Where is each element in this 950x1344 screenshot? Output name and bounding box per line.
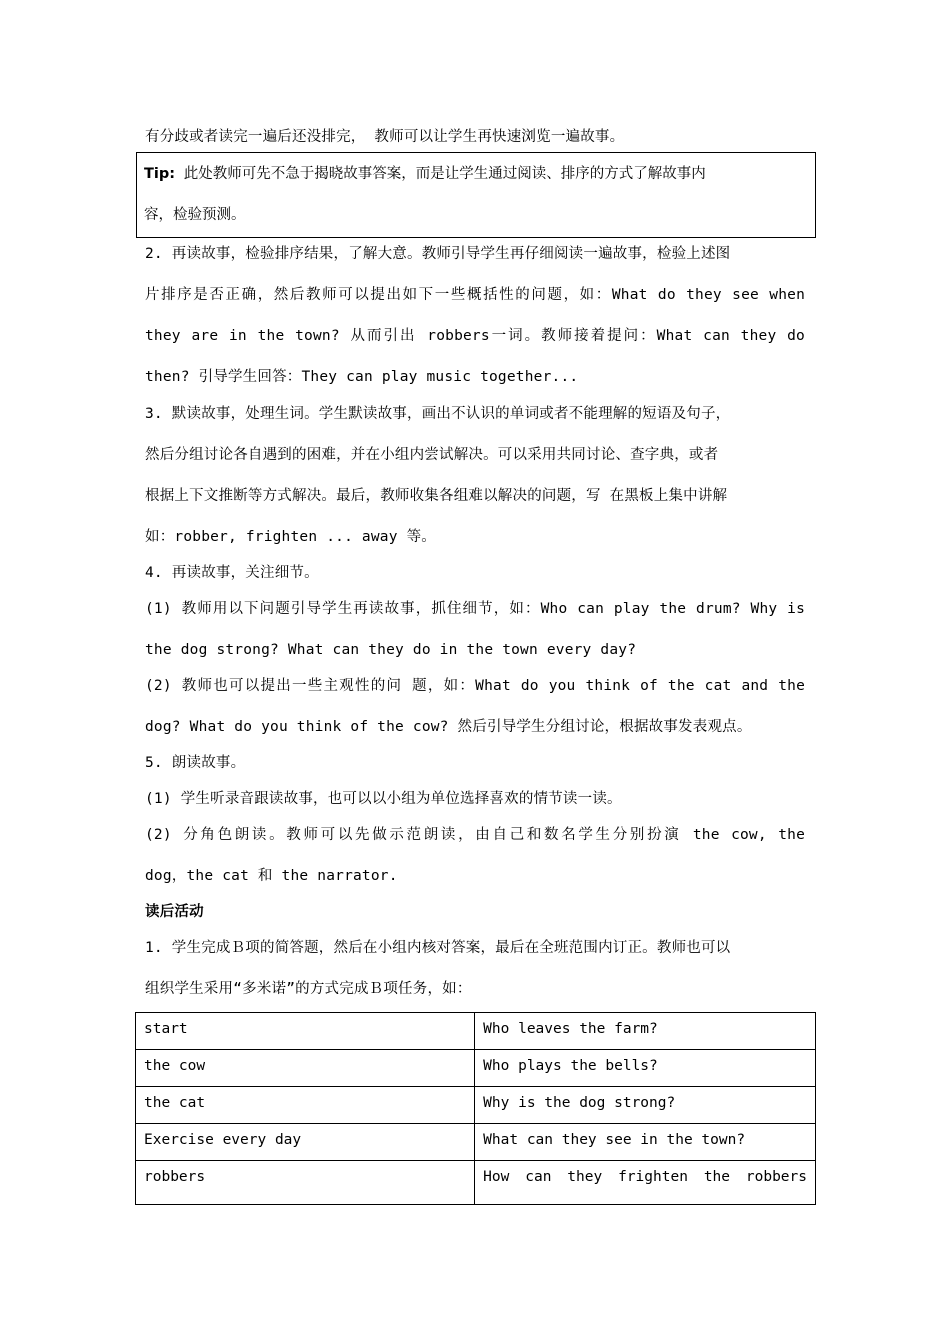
tip-box — [136, 152, 816, 238]
table-cell: Exercise every day — [136, 1124, 475, 1161]
table-cell: Why is the dog strong? — [475, 1087, 816, 1124]
tip-line — [144, 163, 804, 185]
paragraph-line: dog，the cat 和 the narrator. — [145, 868, 398, 884]
paragraph-line: 组织学生采用“多米诺”的方式完成Ｂ项任务，如： — [145, 981, 472, 997]
paragraph-line: the dog strong? What can they do in the town every day? — [145, 642, 637, 658]
paragraph-line: (1) 教师用以下问题引导学生再读故事，抓住细节，如：Who can play the drum? Why is — [145, 601, 805, 617]
tip-text: 此处教师可先不急于揭晓故事答案，而是让学生通过阅读、排序的方式了解故事内 — [175, 166, 706, 182]
tip-label: Tip: — [144, 166, 176, 182]
table-cell: How can they frighten the robbers — [475, 1161, 816, 1205]
paragraph-line: 4. 再读故事，关注细节。 — [145, 565, 319, 581]
paragraph-line: 片排序是否正确，然后教师可以提出如下一些概括性的问题，如：What do they see when — [145, 287, 805, 303]
paragraph-line: 3. 默读故事，处理生词。学生默读故事，画出不认识的单词或者不能理解的短语及句子， — [145, 406, 731, 422]
paragraph-line: 2. 再读故事，检验排序结果，了解大意。教师引导学生再仔细阅读一遍故事，检验上述图 — [145, 246, 731, 262]
paragraph-line: (2) 教师也可以提出一些主观性的问 题，如：What do you think of the cat and the — [145, 678, 805, 694]
table-row — [136, 1087, 816, 1124]
domino-table — [135, 1012, 816, 1205]
paragraph-line: (1) 学生听录音跟读故事，也可以以小组为单位选择喜欢的情节读一读。 — [145, 791, 622, 807]
paragraph-line: 5. 朗读故事。 — [145, 755, 246, 771]
table-cell: the cow — [136, 1050, 475, 1087]
section-heading: 读后活动 — [145, 904, 204, 920]
paragraph-line: 如：robber, frighten ... away 等。 — [145, 529, 436, 545]
table-row — [136, 1161, 816, 1205]
paragraph-line: they are in the town? 从而引出 robbers一词。教师接着提问：What can they do — [145, 328, 805, 344]
table-cell: the cat — [136, 1087, 475, 1124]
table-cell: robbers — [136, 1161, 475, 1205]
paragraph-line: 然后分组讨论各自遇到的困难，并在小组内尝试解决。可以采用共同讨论、查字典，或者 — [145, 447, 719, 463]
paragraph-line: 根据上下文推断等方式解决。最后，教师收集各组难以解决的问题，写 在黑板上集中讲解 — [145, 488, 728, 504]
table-row — [136, 1050, 816, 1087]
table-cell: start — [136, 1013, 475, 1050]
paragraph-line: 1. 学生完成Ｂ项的简答题，然后在小组内核对答案，最后在全班范围内订正。教师也可以 — [145, 940, 731, 956]
paragraph-line: dog? What do you think of the cow? 然后引导学生分组讨论，根据故事发表观点。 — [145, 719, 752, 735]
tip-line: 容，检验预测。 — [144, 207, 246, 223]
table-row — [136, 1013, 816, 1050]
paragraph-line: 有分歧或者读完一遍后还没排完， 教师可以让学生再快速浏览一遍故事。 — [145, 129, 625, 145]
table-row — [136, 1124, 816, 1161]
paragraph-line: (2) 分角色朗读。教师可以先做示范朗读，由自己和数名学生分别扮演 the cow, the — [145, 827, 805, 843]
paragraph-line: then? 引导学生回答：They can play music together... — [145, 369, 579, 385]
table-cell: Who plays the bells? — [475, 1050, 816, 1087]
table-cell: What can they see in the town? — [475, 1124, 816, 1161]
table-cell: Who leaves the farm? — [475, 1013, 816, 1050]
